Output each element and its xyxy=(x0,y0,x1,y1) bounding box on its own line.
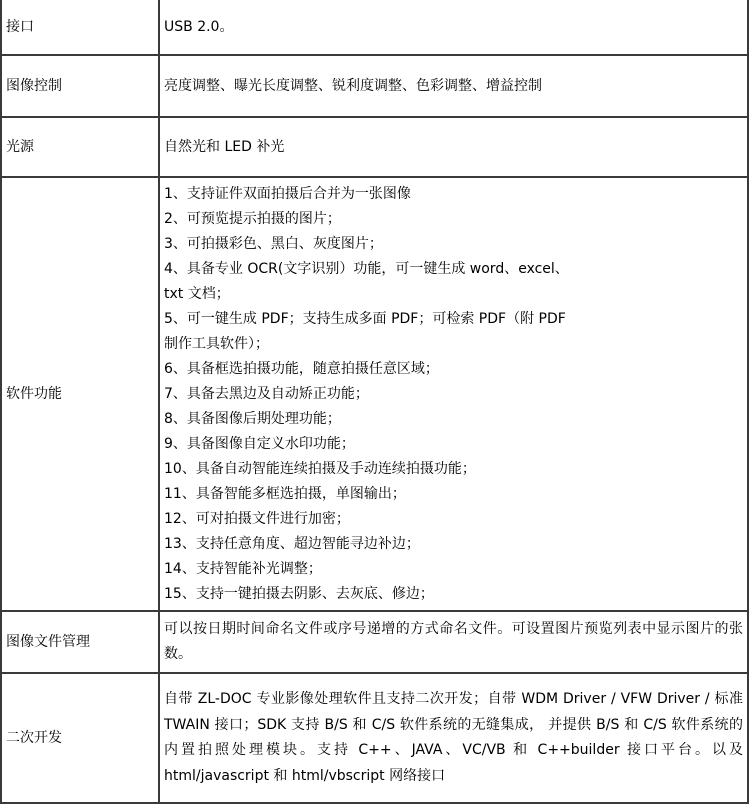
row-value: 亮度调整、曝光长度调整、锐利度调整、色彩调整、增益控制 xyxy=(159,55,748,117)
row-value: 自然光和 LED 补光 xyxy=(159,117,748,177)
table-row xyxy=(1,0,748,55)
row-label: 图像文件管理 xyxy=(1,611,159,673)
list-item: 5、可一键生成 PDF；支持生成多面 PDF；可检索 PDF（附 PDF xyxy=(164,310,566,327)
table-row xyxy=(1,673,748,803)
list-item: 11、具备智能多框选拍摄，单图输出； xyxy=(164,485,406,502)
table-row xyxy=(1,55,748,117)
row-value: USB 2.0。 xyxy=(159,0,748,55)
list-item: 6、具备框选拍摄功能，随意拍摄任意区域； xyxy=(164,360,439,377)
row-label: 图像控制 xyxy=(1,55,159,117)
row-value-text: 可以按日期时间命名文件或序号递增的方式命名文件。可设置图片预览列表中显示图片的张数。 xyxy=(164,620,743,662)
row-value-text: 自带 ZL-DOC 专业影像处理软件且支持二次开发；自带 WDM Driver / VFW Driver / 标准 TWAIN 接口；SDK 支持 B/S 和 C/S 软件系统的无缝集成， 并提供 B/S 和 C/S 软件系统的内置拍照处理模块。支持 C++、JAVA、VC/VB 和 C++builder 接口平台。以及 html/javascript 和 html/vbscript 网络接口 xyxy=(164,691,743,784)
list-item: 9、具备图像自定义水印功能； xyxy=(164,435,355,452)
list-item: 7、具备去黑边及自动矫正功能； xyxy=(164,385,369,402)
list-item: 12、可对拍摄文件进行加密； xyxy=(164,510,350,527)
row-label: 接口 xyxy=(1,0,159,55)
row-value xyxy=(159,673,748,803)
list-item: 4、具备专业 OCR(文字识别）功能，可一键生成 word、excel、 xyxy=(164,260,569,277)
row-label: 光源 xyxy=(1,117,159,177)
list-item: 1、支持证件双面拍摄后合并为一张图像 xyxy=(164,185,411,202)
list-item: 14、支持智能补光调整； xyxy=(164,560,322,577)
list-item: 10、具备自动智能连续拍摄及手动连续拍摄功能； xyxy=(164,460,476,477)
table-row xyxy=(1,611,748,673)
list-item: 13、支持任意角度、超边智能寻边补边； xyxy=(164,535,420,552)
table-row xyxy=(1,117,748,177)
row-label: 二次开发 xyxy=(1,673,159,803)
feature-list xyxy=(159,177,748,611)
list-item: 15、支持一键拍摄去阴影、去灰底、修边； xyxy=(164,585,434,602)
table-row xyxy=(1,177,748,611)
row-label: 软件功能 xyxy=(1,177,159,611)
list-item: 3、可拍摄彩色、黑白、灰度图片； xyxy=(164,235,383,252)
list-item: 8、具备图像后期处理功能； xyxy=(164,410,341,427)
list-item: txt 文档； xyxy=(164,285,230,302)
list-item: 制作工具软件）； xyxy=(164,335,269,352)
row-value xyxy=(159,611,748,673)
list-item: 2、可预览提示拍摄的图片； xyxy=(164,210,341,227)
